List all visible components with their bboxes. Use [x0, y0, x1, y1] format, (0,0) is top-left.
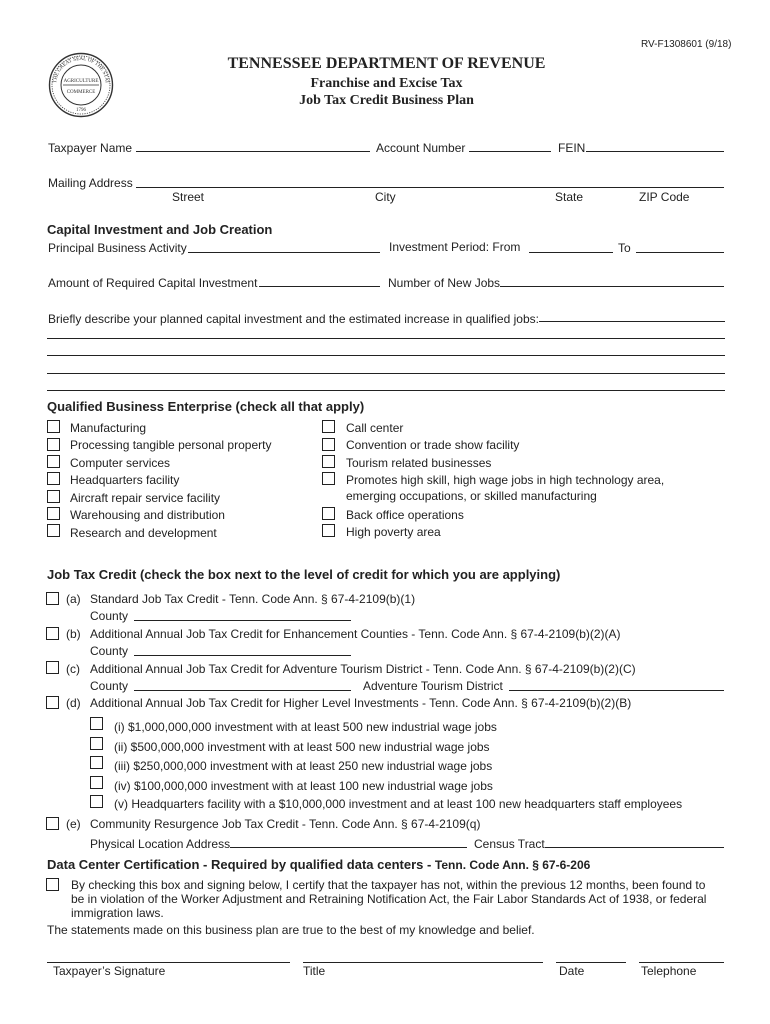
checkbox-convention[interactable]	[322, 438, 335, 451]
census-tract-field[interactable]	[545, 847, 724, 848]
data-center-heading	[47, 857, 590, 872]
adventure-district-field[interactable]	[509, 690, 724, 691]
credit-c-county-field[interactable]	[134, 690, 351, 691]
describe-investment-label: Briefly describe your planned capital investment and the estimated increase in qualified jobs:	[48, 312, 539, 326]
fein-label: FEIN	[558, 141, 586, 155]
qbe-option-label: Warehousing and distribution	[70, 508, 225, 522]
svg-text:THE GREAT SEAL OF THE STATE OF: THE GREAT SEAL OF THE STAT	[52, 55, 110, 84]
credit-b-county-field[interactable]	[134, 655, 351, 656]
qbe-option-label: Computer services	[70, 456, 171, 470]
qbe-option-label: Aircraft repair service facility	[70, 491, 221, 505]
checkbox-credit-d-ii[interactable]	[90, 737, 103, 750]
physical-location-label: Physical Location Address	[90, 837, 231, 851]
principal-business-activity-field[interactable]	[188, 252, 380, 253]
signature-field[interactable]	[47, 962, 290, 963]
certification-text-line-2: be in violation of the Worker Adjustment and Retraining Notification Act, the Fair Labor Standards Act of 1938, or federal	[71, 892, 707, 906]
checkbox-call-center[interactable]	[322, 420, 335, 433]
title-label: Title	[303, 964, 326, 978]
tennessee-seal-icon	[48, 52, 114, 118]
checkbox-headquarters[interactable]	[47, 472, 60, 485]
checkbox-credit-d-iii[interactable]	[90, 756, 103, 769]
city-label: City	[375, 190, 396, 204]
title-field[interactable]	[303, 962, 543, 963]
checkbox-credit-b[interactable]	[46, 627, 59, 640]
checkbox-manufacturing[interactable]	[47, 420, 60, 433]
investment-period-from-label: Investment Period: From	[389, 240, 521, 254]
svg-text:COMMERCE: COMMERCE	[66, 90, 96, 95]
physical-location-field[interactable]	[230, 847, 467, 848]
checkbox-credit-a[interactable]	[46, 592, 59, 605]
checkbox-computer-services[interactable]	[47, 455, 60, 468]
qbe-option-label: Promotes high skill, high wage jobs in high technology area,	[346, 473, 665, 487]
credit-d-label: Additional Annual Job Tax Credit for Higher Level Investments - Tenn. Code Ann. § 67-4-2109(b)(2)(B)	[90, 696, 632, 710]
capital-investment-amount-label: Amount of Required Capital Investment	[48, 276, 258, 290]
form-number: RV-F1308601 (9/18)	[641, 39, 732, 50]
qbe-option-label-continued: emerging occupations, or skilled manufacturing	[346, 489, 597, 503]
state-label: State	[555, 190, 584, 204]
data-center-heading-text: Data Center Certification - Required by qualified data centers -	[47, 857, 435, 872]
credit-c-letter: (c)	[66, 662, 80, 676]
qbe-option-label: Convention or trade show facility	[346, 438, 520, 452]
zip-code-label: ZIP Code	[639, 190, 690, 204]
svg-text:1796: 1796	[76, 108, 86, 113]
taxpayer-name-label: Taxpayer Name	[48, 141, 133, 155]
investment-to-field[interactable]	[636, 252, 724, 253]
job-tax-credit-heading: Job Tax Credit (check the box next to the level of credit for which you are applying)	[47, 567, 561, 582]
checkbox-tourism[interactable]	[322, 455, 335, 468]
department-title: TENNESSEE DEPARTMENT OF REVENUE	[227, 55, 546, 72]
fein-field[interactable]	[586, 151, 724, 152]
checkbox-research[interactable]	[47, 524, 60, 537]
principal-business-activity-label: Principal Business Activity	[48, 241, 187, 255]
credit-d-sub-label: (iii) $250,000,000 investment with at least 250 new industrial wage jobs	[114, 759, 493, 773]
credit-d-letter: (d)	[66, 696, 81, 710]
attestation-statement: The statements made on this business plan are true to the best of my knowledge and belief.	[47, 923, 535, 937]
describe-line-2[interactable]	[47, 338, 725, 339]
telephone-label: Telephone	[641, 964, 697, 978]
street-label: Street	[172, 190, 205, 204]
account-number-field[interactable]	[469, 151, 551, 152]
investment-from-field[interactable]	[529, 252, 613, 253]
capital-investment-amount-field[interactable]	[259, 286, 380, 287]
qbe-option-label: Call center	[346, 421, 404, 435]
new-jobs-field[interactable]	[500, 286, 724, 287]
credit-d-sub-label: (iv) $100,000,000 investment with at least 100 new industrial wage jobs	[114, 779, 493, 793]
qbe-option-label: Back office operations	[346, 508, 464, 522]
county-label: County	[90, 679, 129, 693]
date-label: Date	[559, 964, 585, 978]
checkbox-data-center-certification[interactable]	[46, 878, 59, 891]
account-number-label: Account Number	[376, 141, 466, 155]
census-tract-label: Census Tract	[474, 837, 545, 851]
checkbox-aircraft-repair[interactable]	[47, 490, 60, 503]
checkbox-credit-c[interactable]	[46, 661, 59, 674]
form-subtitle-tax: Franchise and Excise Tax	[310, 76, 463, 91]
describe-line-1[interactable]	[539, 321, 725, 322]
credit-a-letter: (a)	[66, 592, 81, 606]
checkbox-credit-d-i[interactable]	[90, 717, 103, 730]
credit-e-letter: (e)	[66, 817, 81, 831]
taxpayer-name-field[interactable]	[136, 151, 370, 152]
checkbox-back-office[interactable]	[322, 507, 335, 520]
checkbox-credit-d-v[interactable]	[90, 795, 103, 808]
qbe-option-label: High poverty area	[346, 525, 441, 539]
checkbox-warehousing[interactable]	[47, 507, 60, 520]
svg-text:AGRICULTURE: AGRICULTURE	[63, 79, 99, 84]
data-center-code: Tenn. Code Ann. § 67-6-206	[434, 858, 591, 872]
new-jobs-label: Number of New Jobs	[388, 276, 501, 290]
investment-to-label: To	[618, 241, 631, 255]
describe-line-3[interactable]	[47, 355, 725, 356]
checkbox-credit-e[interactable]	[46, 817, 59, 830]
describe-line-5[interactable]	[47, 390, 725, 391]
qbe-option-label: Tourism related businesses	[346, 456, 492, 470]
credit-c-label: Additional Annual Job Tax Credit for Adventure Tourism District - Tenn. Code Ann. § 67-4-2109(b)(2)(C)	[90, 662, 636, 676]
credit-b-letter: (b)	[66, 627, 81, 641]
adventure-district-label: Adventure Tourism District	[363, 679, 503, 693]
certification-text-line-1: By checking this box and signing below, I certify that the taxpayer has not, within the previous 12 months, been found to	[71, 878, 706, 892]
telephone-field[interactable]	[639, 962, 724, 963]
mailing-address-field[interactable]	[136, 187, 724, 188]
credit-a-county-field[interactable]	[134, 620, 351, 621]
qbe-option-label: Processing tangible personal property	[70, 438, 272, 452]
mailing-address-label: Mailing Address	[48, 176, 133, 190]
checkbox-credit-d-iv[interactable]	[90, 776, 103, 789]
credit-a-label: Standard Job Tax Credit - Tenn. Code Ann. § 67-4-2109(b)(1)	[90, 592, 416, 606]
qbe-heading: Qualified Business Enterprise (check all that apply)	[47, 399, 365, 414]
credit-d-sub-label: (i) $1,000,000,000 investment with at least 500 new industrial wage jobs	[114, 720, 497, 734]
capital-investment-heading: Capital Investment and Job Creation	[47, 222, 273, 237]
county-label: County	[90, 609, 129, 623]
describe-line-4[interactable]	[47, 373, 725, 374]
date-field[interactable]	[556, 962, 626, 963]
form-subtitle-plan: Job Tax Credit Business Plan	[299, 93, 474, 108]
checkbox-high-poverty[interactable]	[322, 524, 335, 537]
checkbox-processing[interactable]	[47, 438, 60, 451]
credit-d-sub-label: (ii) $500,000,000 investment with at least 500 new industrial wage jobs	[114, 740, 490, 754]
credit-e-label: Community Resurgence Job Tax Credit - Tenn. Code Ann. § 67-4-2109(q)	[90, 817, 481, 831]
signature-label: Taxpayer’s Signature	[53, 964, 166, 978]
qbe-option-label: Manufacturing	[70, 421, 147, 435]
county-label: County	[90, 644, 129, 658]
qbe-option-label: Headquarters facility	[70, 473, 180, 487]
checkbox-high-skill[interactable]	[322, 472, 335, 485]
checkbox-credit-d[interactable]	[46, 696, 59, 709]
certification-text-line-3: immigration laws.	[71, 906, 164, 920]
credit-d-sub-label: (v) Headquarters facility with a $10,000,000 investment and at least 100 new headquarters staff employees	[114, 797, 683, 811]
qbe-option-label: Research and development	[70, 526, 217, 540]
credit-b-label: Additional Annual Job Tax Credit for Enhancement Counties - Tenn. Code Ann. § 67-4-2109(b)(2)(A)	[90, 627, 621, 641]
